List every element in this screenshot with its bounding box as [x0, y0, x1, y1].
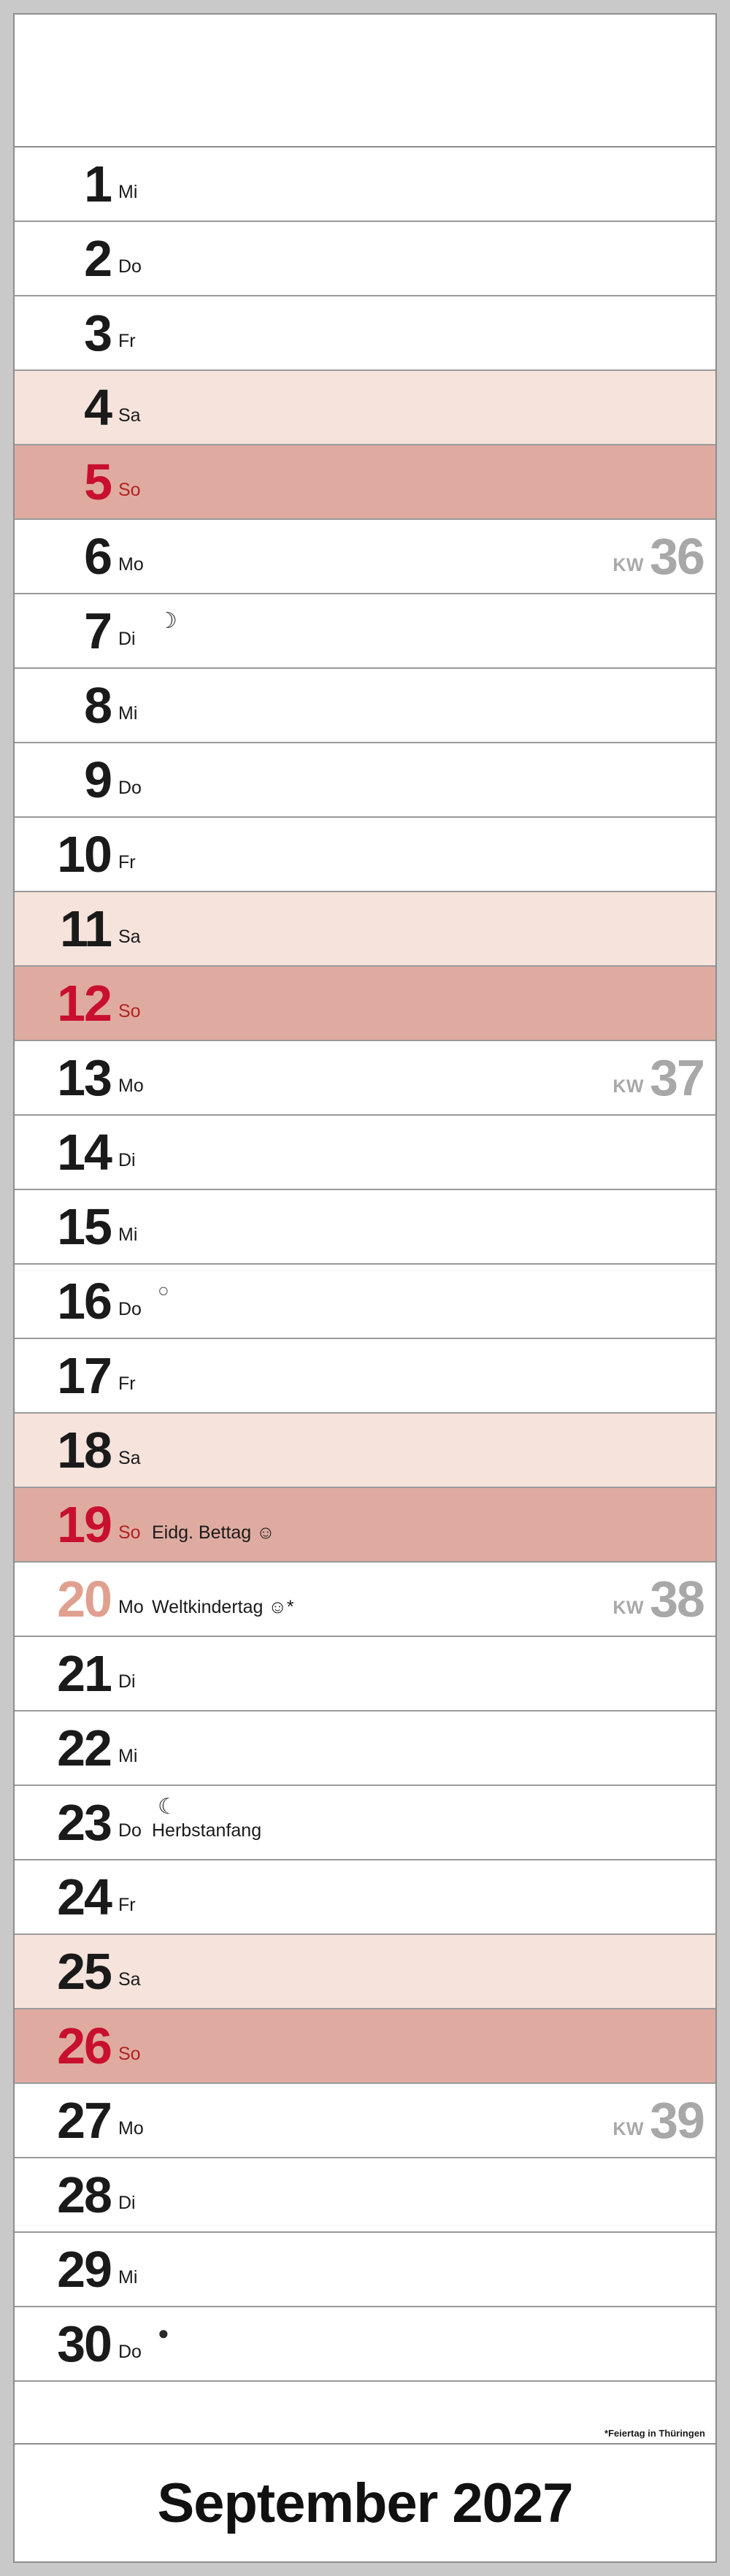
top-blank-area	[15, 15, 715, 147]
day-number: 18	[57, 1422, 111, 1479]
day-row[interactable]	[15, 296, 715, 371]
week-number-value: 37	[650, 1049, 704, 1106]
day-number: 22	[57, 1720, 111, 1776]
day-row[interactable]	[15, 445, 715, 520]
week-number-value: 38	[650, 1571, 704, 1628]
day-weekday-abbr: Di	[118, 628, 136, 649]
day-weekday-abbr: Mi	[118, 1745, 138, 1766]
day-weekday-abbr: Sa	[118, 405, 141, 426]
bottom-notes-area	[15, 2382, 715, 2445]
day-weekday-abbr: Mo	[118, 553, 144, 575]
day-weekday-abbr: Do	[118, 256, 142, 277]
day-weekday-abbr: Mi	[118, 1224, 138, 1245]
day-weekday-abbr: Fr	[118, 1373, 136, 1394]
day-number: 14	[57, 1124, 111, 1181]
day-row[interactable]	[15, 743, 715, 818]
day-weekday-abbr: So	[118, 1000, 141, 1021]
day-number: 10	[57, 826, 111, 883]
day-number: 11	[60, 900, 111, 957]
day-weekday-abbr: Sa	[118, 1447, 141, 1468]
day-row[interactable]	[15, 594, 715, 669]
day-weekday-abbr: Mo	[118, 1075, 144, 1096]
moon-phase-last-quarter-icon: ☾	[158, 1795, 177, 1819]
day-weekday-abbr: Di	[118, 2192, 136, 2213]
day-row[interactable]	[15, 967, 715, 1041]
day-weekday-abbr: Do	[118, 1820, 142, 1841]
day-number: 27	[57, 2092, 111, 2149]
week-number-label: KW	[612, 554, 645, 575]
day-row[interactable]	[15, 1711, 715, 1786]
day-row[interactable]	[15, 1041, 715, 1116]
week-number-group	[612, 520, 704, 593]
moon-phase-full-icon: ○	[158, 1279, 169, 1301]
day-row[interactable]	[15, 1116, 715, 1190]
week-number-group	[612, 1563, 704, 1636]
day-number: 30	[57, 2315, 111, 2372]
calendar-sheet	[13, 13, 717, 2563]
day-row[interactable]	[15, 892, 715, 967]
week-number-group	[612, 1041, 704, 1114]
day-weekday-abbr: Mi	[118, 2266, 138, 2288]
day-number: 29	[57, 2241, 111, 2298]
day-row[interactable]	[15, 520, 715, 594]
day-number: 7	[84, 602, 111, 659]
day-row[interactable]	[15, 1563, 715, 1637]
day-number: 24	[57, 1868, 111, 1925]
day-weekday-abbr: Mo	[118, 1596, 144, 1617]
day-weekday-abbr: Fr	[118, 330, 136, 351]
day-number: 23	[57, 1794, 111, 1851]
day-number: 3	[84, 304, 111, 361]
day-row[interactable]	[15, 371, 715, 445]
day-weekday-abbr: Sa	[118, 1969, 141, 1990]
day-note: Weltkindertag ☺*	[152, 1596, 294, 1617]
month-title-bar	[15, 2445, 715, 2561]
day-row[interactable]	[15, 2233, 715, 2307]
day-row[interactable]	[15, 1190, 715, 1265]
week-number-value: 39	[650, 2092, 704, 2149]
day-row[interactable]	[15, 1637, 715, 1711]
day-row[interactable]	[15, 1786, 715, 1860]
day-note: Eidg. Bettag ☺	[152, 1522, 275, 1543]
week-number-label: KW	[612, 2118, 645, 2139]
day-row[interactable]	[15, 2084, 715, 2158]
week-number-label: KW	[612, 1597, 645, 1618]
day-number: 26	[57, 2017, 111, 2074]
day-row[interactable]	[15, 1935, 715, 2009]
day-row[interactable]	[15, 222, 715, 296]
day-weekday-abbr: Do	[118, 777, 142, 798]
moon-phase-new-icon: ●	[158, 2322, 169, 2344]
day-row[interactable]	[15, 2158, 715, 2233]
day-number: 5	[84, 453, 111, 510]
day-number: 1	[84, 156, 111, 212]
day-row[interactable]	[15, 1860, 715, 1935]
day-number: 2	[84, 230, 111, 287]
day-row[interactable]	[15, 2009, 715, 2084]
day-weekday-abbr: Do	[118, 2341, 142, 2362]
week-number-value: 36	[650, 528, 704, 585]
day-row[interactable]	[15, 1339, 715, 1414]
day-weekday-abbr: Mo	[118, 2117, 144, 2139]
day-number: 6	[84, 528, 111, 585]
day-rows-container	[15, 147, 715, 2382]
day-number: 8	[84, 677, 111, 734]
day-weekday-abbr: So	[118, 479, 141, 500]
day-number: 12	[57, 975, 111, 1032]
footnote-text: *Feiertag in Thüringen	[604, 2428, 705, 2439]
moon-phase-first-quarter-icon: ☽	[158, 609, 177, 633]
week-number-label: KW	[612, 1076, 645, 1097]
day-number: 17	[57, 1347, 111, 1404]
day-weekday-abbr: Mi	[118, 181, 138, 202]
day-weekday-abbr: Sa	[118, 926, 141, 947]
day-row[interactable]	[15, 1265, 715, 1339]
day-number: 4	[84, 379, 111, 436]
day-number: 28	[57, 2166, 111, 2223]
day-weekday-abbr: Fr	[118, 851, 136, 873]
day-number: 16	[57, 1273, 111, 1330]
day-number: 21	[57, 1645, 111, 1702]
day-row[interactable]	[15, 818, 715, 892]
day-number: 25	[57, 1943, 111, 2000]
day-row[interactable]	[15, 1488, 715, 1563]
week-number-group	[612, 2084, 704, 2157]
day-row[interactable]	[15, 2307, 715, 2382]
day-weekday-abbr: Fr	[118, 1894, 136, 1915]
day-number: 20	[57, 1571, 111, 1628]
day-weekday-abbr: So	[118, 2043, 141, 2064]
day-number: 9	[84, 751, 111, 808]
day-note: Herbstanfang	[152, 1820, 262, 1841]
day-number: 13	[57, 1049, 111, 1106]
day-row[interactable]	[15, 669, 715, 743]
day-row[interactable]	[15, 147, 715, 222]
day-number: 15	[57, 1198, 111, 1255]
day-number: 19	[57, 1496, 111, 1553]
month-title: September 2027	[157, 2472, 573, 2534]
day-row[interactable]	[15, 1414, 715, 1488]
day-weekday-abbr: Di	[118, 1671, 136, 1692]
day-weekday-abbr: Mi	[118, 702, 138, 724]
day-weekday-abbr: Di	[118, 1149, 136, 1170]
day-weekday-abbr: Do	[118, 1298, 142, 1319]
day-weekday-abbr: So	[118, 1522, 141, 1543]
